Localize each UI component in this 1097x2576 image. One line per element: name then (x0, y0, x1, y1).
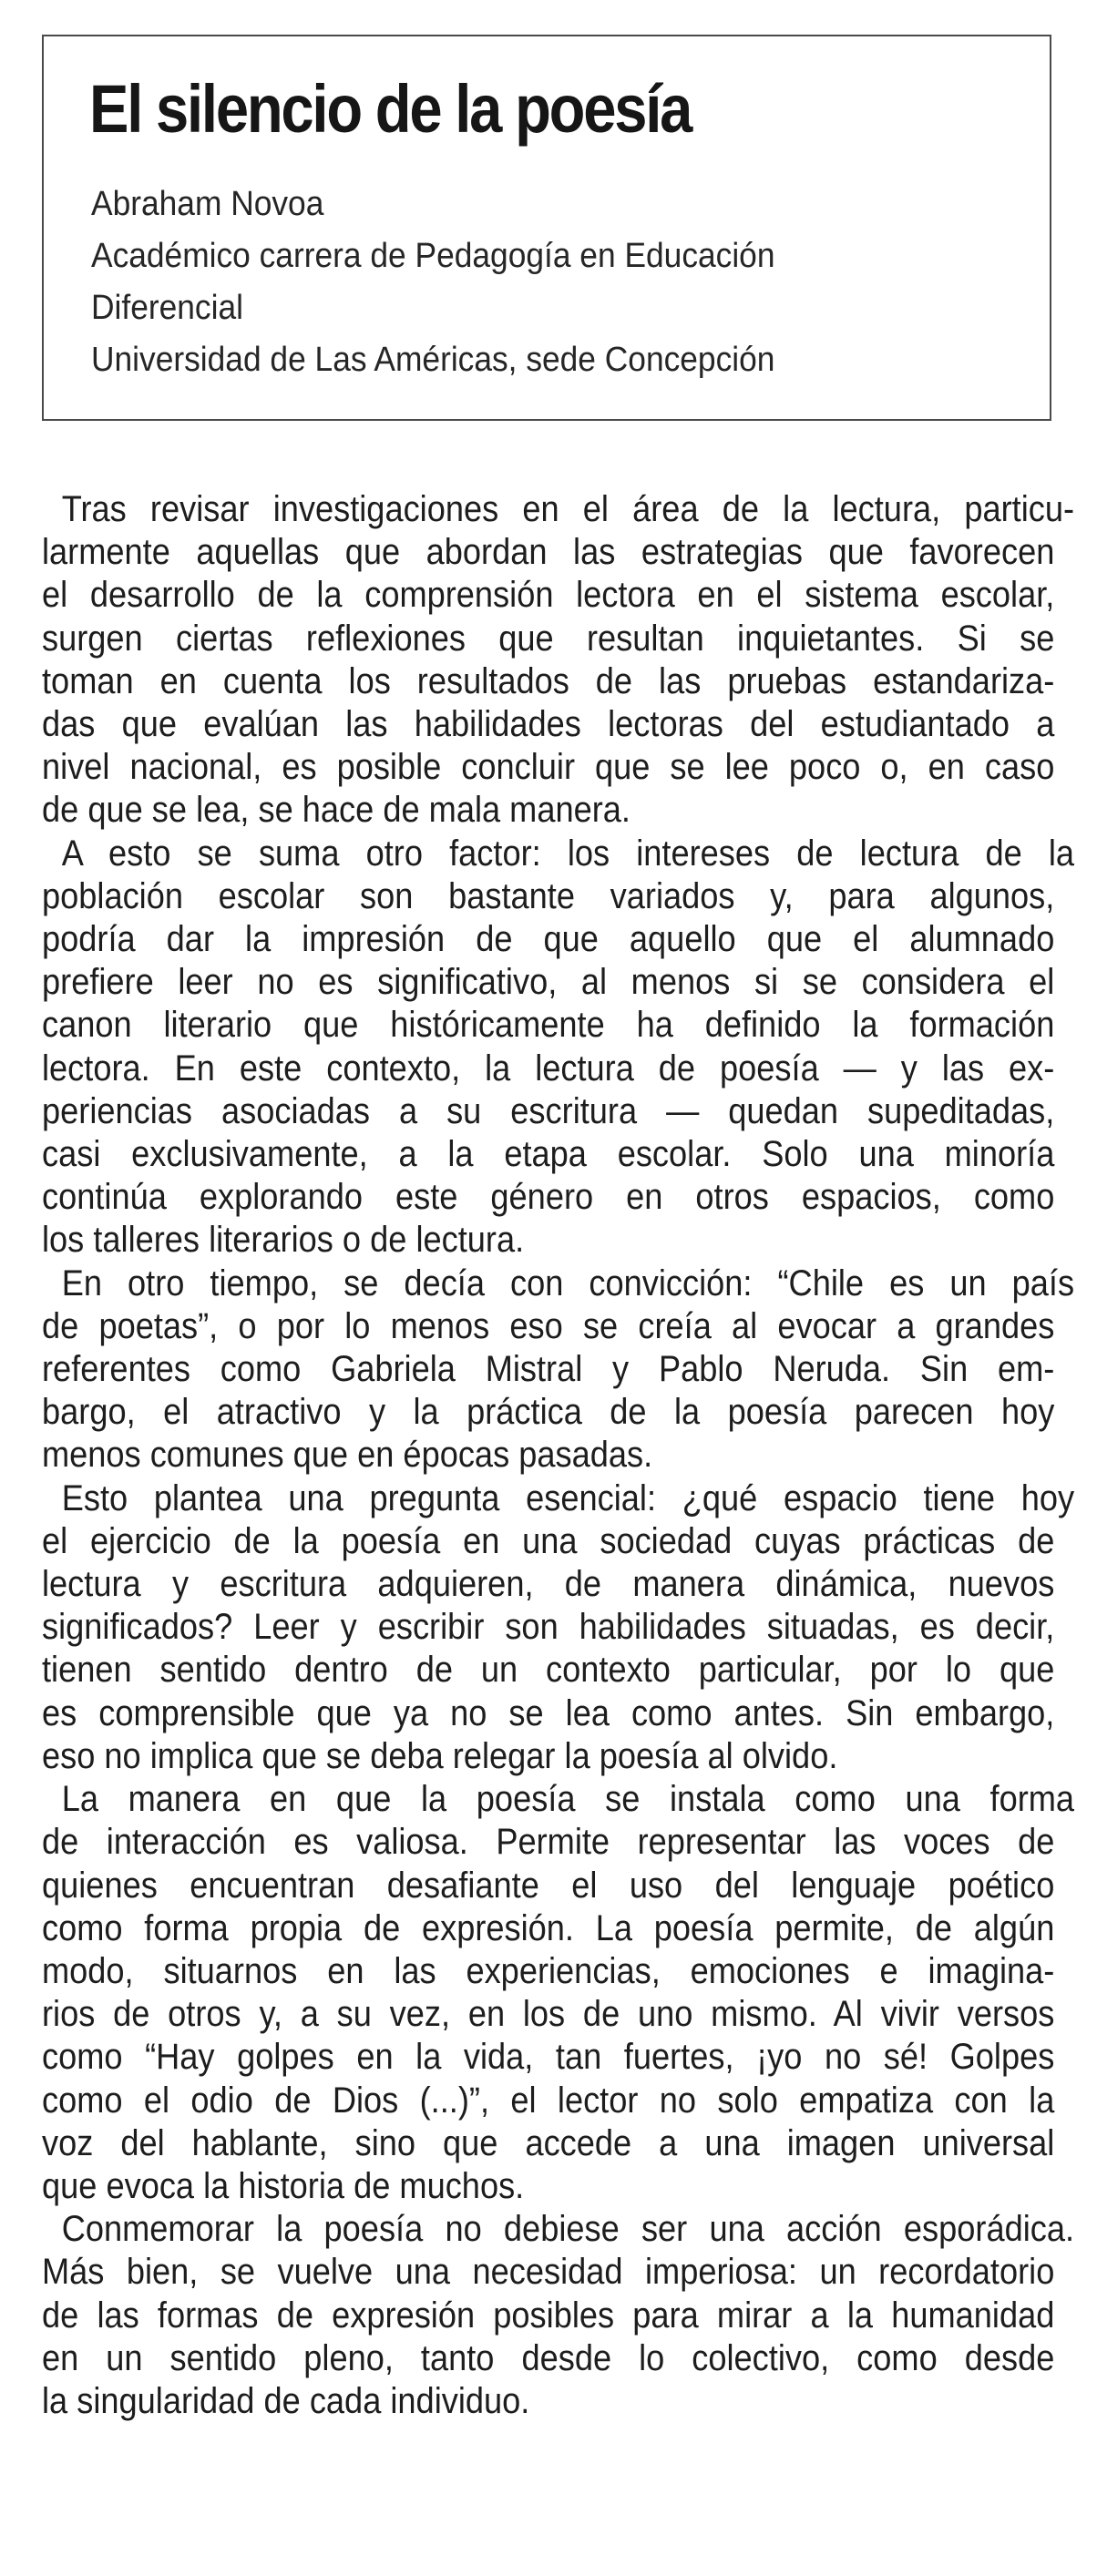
paragraph-line: La manera en que la poesía se instala como una forma (61, 1779, 1075, 1820)
article-title: El silencio de la poesía (89, 71, 692, 147)
paragraph-line: significados? Leer y escribir son habilidades situadas, es decir, (42, 1607, 1055, 1648)
paragraph-line: surgen ciertas reflexiones que resultan inquietantes. Si se (42, 618, 1055, 659)
paragraph-line: modo, situarnos en las experiencias, emociones e imagina- (42, 1950, 1055, 1991)
paragraph-line: rios de otros y, a su vez, en los de uno mismo. Al vivir versos (42, 1994, 1055, 2035)
article-paragraph (42, 833, 1075, 1262)
paragraph-line: bargo, el atractivo y la práctica de la poesía parecen hoy (42, 1392, 1055, 1433)
paragraph-line: voz del hablante, sino que accede a una imagen universal (42, 2122, 1055, 2163)
paragraph-line: de interacción es valiosa. Permite representar las voces de (42, 1822, 1055, 1863)
paragraph-line: Conmemorar la poesía no debiese ser una acción esporádica. (61, 2209, 1075, 2250)
paragraph-line: canon literario que históricamente ha definido la formación (42, 1005, 1055, 1046)
paragraph-line: tienen sentido dentro de un contexto particular, por lo que (42, 1650, 1055, 1691)
author-info (91, 179, 826, 386)
paragraph-line: referentes como Gabriela Mistral y Pablo Neruda. Sin em- (42, 1349, 1055, 1390)
paragraph-line: en un sentido pleno, tanto desde lo colectivo, como desde (42, 2337, 1055, 2378)
paragraph-line: menos comunes que en épocas pasadas. (42, 1435, 653, 1476)
author-name: Abraham Novoa (91, 185, 324, 223)
paragraph-line: nivel nacional, es posible concluir que se lee poco o, en caso (42, 747, 1055, 788)
paragraph-line: que evoca la historia de muchos. (42, 2165, 525, 2206)
paragraph-line: como forma propia de expresión. La poesía permite, de algún (42, 1907, 1055, 1948)
paragraph-line: Tras revisar investigaciones en el área de la lectura, particu- (61, 489, 1075, 529)
paragraph-line: como “Hay golpes en la vida, tan fuertes, ¡yo no sé! Golpes (42, 2037, 1055, 2078)
paragraph-line: como el odio de Dios (...)”, el lector no solo empatiza con la (42, 2080, 1055, 2121)
paragraph-line: la singularidad de cada individuo. (42, 2380, 530, 2421)
article-paragraph (42, 488, 1075, 833)
author-position-continued: Diferencial (91, 289, 243, 327)
paragraph-line: continúa explorando este género en otros espacios, como (42, 1177, 1055, 1218)
paragraph-line: En otro tiempo, se decía con convicción: “Chile es un país (61, 1262, 1075, 1303)
paragraph-line: prefiere leer no es significativo, al menos si se considera el (42, 962, 1055, 1003)
paragraph-line: los talleres literarios o de lectura. (42, 1220, 525, 1261)
paragraph-line: Esto plantea una pregunta esencial: ¿qué espacio tiene hoy (61, 1477, 1075, 1518)
paragraph-line: de las formas de expresión posibles para mirar a la humanidad (42, 2295, 1055, 2336)
paragraph-line: periencias asociadas a su escritura — quedan supeditadas, (42, 1090, 1055, 1131)
paragraph-line: larmente aquellas que abordan las estrategias que favorecen (42, 532, 1055, 573)
paragraph-line: casi exclusivamente, a la etapa escolar. Solo una minoría (42, 1134, 1055, 1175)
paragraph-line: eso no implica que se deba relegar la poesía al olvido. (42, 1735, 838, 1776)
paragraph-line: de que se lea, se hace de mala manera. (42, 790, 631, 831)
paragraph-line: es comprensible que ya no se lea como antes. Sin embargo, (42, 1692, 1055, 1733)
paragraph-line: quienes encuentran desafiante el uso del lenguaje poético (42, 1865, 1055, 1906)
paragraph-line: lectura y escritura adquieren, de manera dinámica, nuevos (42, 1564, 1055, 1605)
article-paragraph (42, 1778, 1075, 2208)
article-body (42, 488, 1075, 2423)
header-box (42, 35, 1051, 421)
paragraph-line: el ejercicio de la poesía en una sociedad cuyas prácticas de (42, 1520, 1055, 1561)
paragraph-line: das que evalúan las habilidades lectoras del estudiantado a (42, 704, 1055, 745)
article-paragraph (42, 1262, 1075, 1477)
author-institution: Universidad de Las Américas, sede Concepción (91, 341, 775, 379)
author-position: Académico carrera de Pedagogía en Educación (91, 237, 775, 275)
paragraph-line: de poetas”, o por lo menos eso se creía al evocar a grandes (42, 1305, 1055, 1346)
paragraph-line: Más bien, se vuelve una necesidad imperiosa: un recordatorio (42, 2252, 1055, 2293)
paragraph-line: el desarrollo de la comprensión lectora en el sistema escolar, (42, 575, 1055, 616)
paragraph-line: población escolar son bastante variados y, para algunos, (42, 875, 1055, 916)
paragraph-line: A esto se suma otro factor: los intereses de lectura de la (61, 833, 1075, 874)
article-paragraph (42, 1477, 1075, 1778)
article-paragraph (42, 2208, 1075, 2423)
paragraph-line: podría dar la impresión de que aquello que el alumnado (42, 919, 1055, 960)
paragraph-line: toman en cuenta los resultados de las pruebas estandariza- (42, 660, 1055, 701)
paragraph-line: lectora. En este contexto, la lectura de poesía — y las ex- (42, 1048, 1055, 1089)
